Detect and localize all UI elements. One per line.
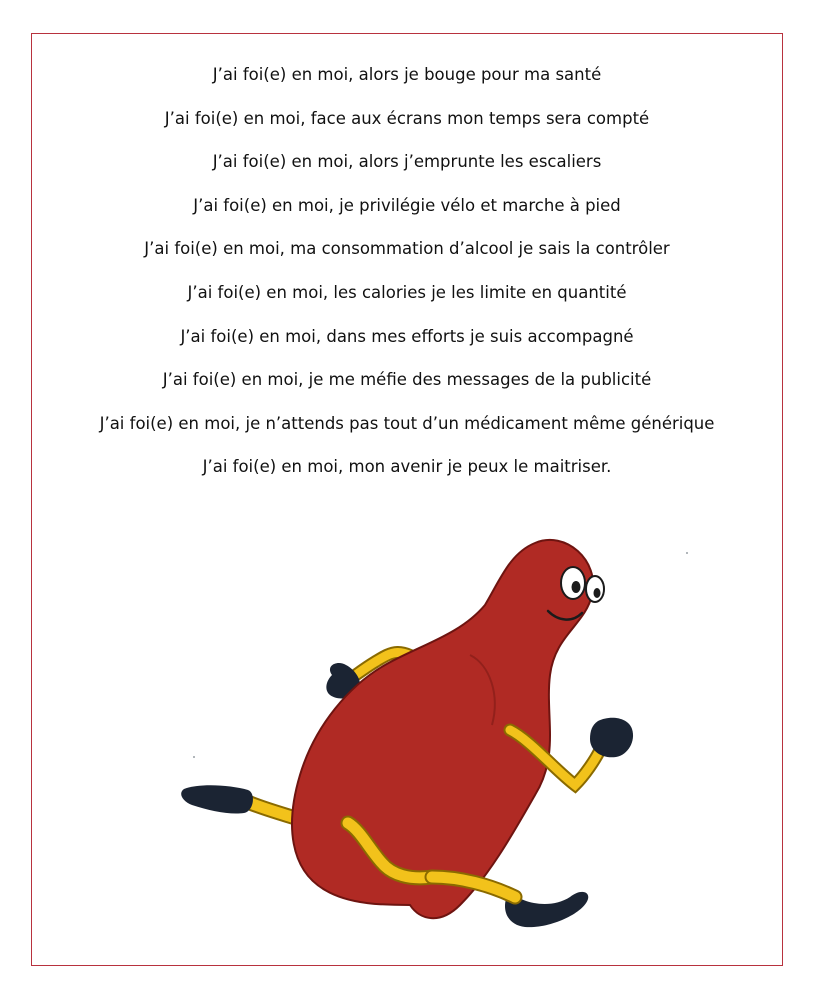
- poem-line-1: J’ai foi(e) en moi, alors je bouge pour ma santé: [212, 65, 602, 84]
- poem-text: [0, 58, 814, 494]
- poem-line-5: J’ai foi(e) en moi, ma consommation d’alcool je sais la contrôler: [144, 239, 670, 259]
- poem-line-9: J’ai foi(e) en moi, je n’attends pas tout d’un médicament même générique: [99, 413, 715, 433]
- poem-line-3: J’ai foi(e) en moi, alors j’emprunte les escaliers: [212, 152, 602, 172]
- poem-line-10: J’ai foi(e) en moi, mon avenir je peux le maitriser.: [202, 457, 612, 477]
- running-liver-icon: [170, 525, 650, 945]
- poem-line-7: J’ai foi(e) en moi, dans mes efforts je suis accompagné: [180, 326, 634, 346]
- back-shoe-icon: [181, 785, 253, 813]
- poem-line-6: J’ai foi(e) en moi, les calories je les limite en quantité: [187, 282, 627, 302]
- print-speck: [686, 552, 688, 554]
- poem-line-2: J’ai foi(e) en moi, face aux écrans mon temps sera compté: [164, 108, 650, 128]
- poem-line-4: J’ai foi(e) en moi, je privilégie vélo et marche à pied: [193, 195, 621, 215]
- front-glove-icon: [590, 718, 633, 758]
- liver-body: [292, 540, 593, 918]
- poem-line-8: J’ai foi(e) en moi, je me méfie des messages de la publicité: [162, 370, 652, 390]
